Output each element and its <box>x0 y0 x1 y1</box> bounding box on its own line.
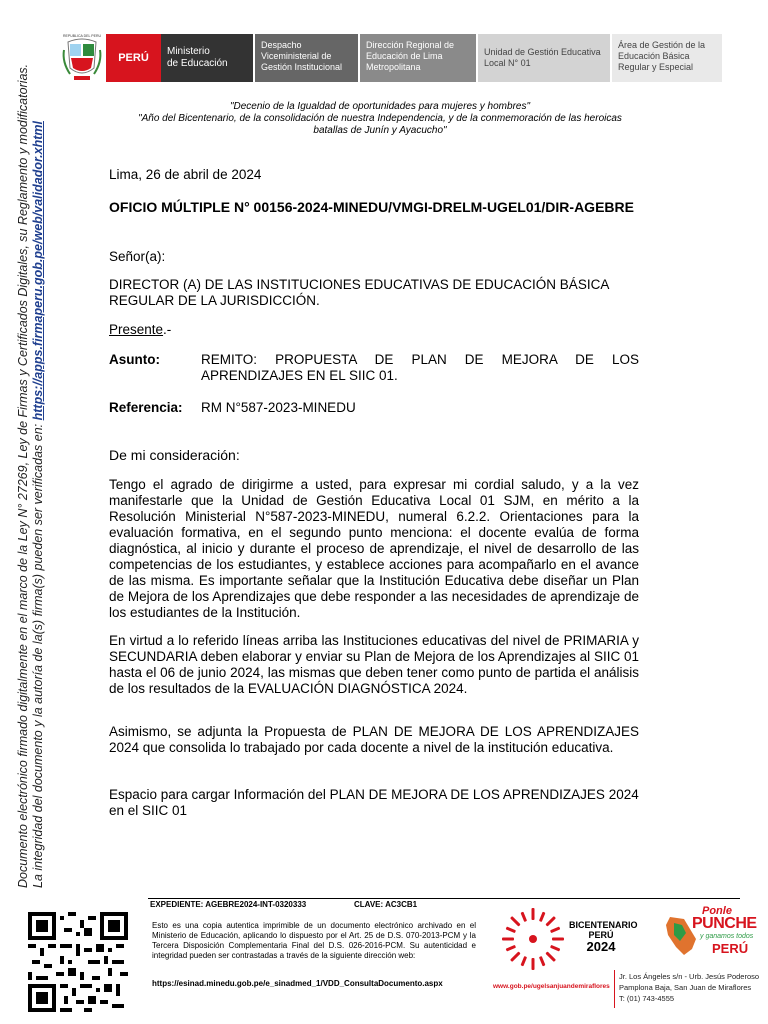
letter-title: OFICIO MÚLTIPLE N° 00156-2024-MINEDU/VMGI-DRELM-UGEL01/DIR-AGEBRE <box>109 199 634 215</box>
letter-date: Lima, 26 de abril de 2024 <box>109 167 262 182</box>
paragraph-4: Espacio para cargar Información del PLAN DE MEJORA DE LOS APRENDIZAJES 2024 en el SIIC 01 <box>109 787 639 818</box>
ugel-label: Unidad de Gestión Educativa Local N° 01 <box>478 34 610 82</box>
greeting: De mi consideración: <box>109 447 240 463</box>
ugel-website[interactable]: www.gob.pe/ugelsanjuandemiraflores <box>493 983 610 990</box>
bicentenario-line-1: BICENTENARIO <box>569 920 638 930</box>
referencia-text: RM N°587-2023-MINEDU <box>201 400 356 415</box>
punche-text: PUNCHE <box>692 915 757 932</box>
motto <box>100 101 660 137</box>
bicentenario-text <box>569 920 638 954</box>
authenticity-note: Esto es una copia autentica imprimible de un documento electrónico archivado en el Ministerio de Educación, aplicando lo dispuesto por el Art. 25 de D.S. 070-2013-PCM y la Tercera Disposición Complementaria Final del D.S. 026-2016-PCM. Su autenticidad e integridad pueden ser contrastadas a través de la siguiente dirección web: <box>152 921 476 960</box>
referencia-label: Referencia: <box>109 400 183 415</box>
ministry-label: Ministerio de Educación <box>161 34 253 82</box>
signature-notice-line-1: Documento electrónico firmado digitalmente en el marco de la Ley N° 27269, Ley de Firmas y Certificados Digitales, su Reglamento y modificatorias. <box>16 63 30 888</box>
asunto-text: REMITO: PROPUESTA DE PLAN DE MEJORA DE LOS APRENDIZAJES EN EL SIIC 01. <box>201 352 639 383</box>
regional-direction-label: Dirección Regional de Educación de Lima Metropolitana <box>360 34 476 82</box>
address-block <box>619 971 759 1004</box>
peru-badge: PERÚ <box>106 34 161 82</box>
paragraph-1: Tengo el agrado de dirigirme a usted, para expresar mi cordial saludo, y a la vez manifestarle que la Unidad de Gestión Educativa Local 01 SJM, en mérito a la Resolución Ministerial N°587-2023-MINEDU, numeral 6.2.2. Orientaciones para la evaluación formativa, en el segundo punto menciona: el docente evalúa de forma diagnóstica, al inicio y durante el proceso de aprendizaje, el nivel de desarrollo de las competencias de los estudiantes, y establece acciones para acompañarlo en el avance de las misma. Es importante señalar que la Institución Educativa debe diseñar un Plan de Mejora de los Aprendizajes que debe responder a las necesidades de aprendizaje de los estudiantes de la Institución. <box>109 477 639 620</box>
salutation: Señor(a): <box>109 249 166 264</box>
ganamos-text: y ganamos todos <box>700 933 754 940</box>
area-label: Área de Gestión de la Educación Básica Regular y Especial <box>612 34 722 82</box>
presente-suffix: .- <box>163 322 172 337</box>
address-divider <box>614 970 615 1008</box>
verification-qr-code <box>28 912 128 1012</box>
bicentenario-sun-logo <box>498 904 568 974</box>
motto-line-1: "Decenio de la Igualdad de oportunidades para mujeres y hombres" <box>229 101 531 112</box>
address-line-2: Pamplona Baja, San Juan de Miraflores <box>619 983 752 992</box>
expediente: EXPEDIENTE: AGEBRE2024-INT-0320333 <box>150 900 307 909</box>
paragraph-3: Asimismo, se adjunta la Propuesta de PLAN DE MEJORA DE LOS APRENDIZAJES 2024 que consolida lo trabajado por cada docente a nivel de la institución educativa. <box>109 724 639 755</box>
motto-line-2: "Año del Bicentenario, de la consolidación de nuestra Independencia, y de la conmemoración de las heroicas batallas de Junín y Ayacucho" <box>138 113 622 136</box>
paragraph-2: En virtud a lo referido líneas arriba las Instituciones educativas del nivel de PRIMARIA y SECUNDARIA deben elaborar y enviar su Plan de Mejora de los Aprendizajes al SIIC 01 hasta el 06 de junio 2024, las mismas que deben tener como punto de partida el análisis de los resultados de la EVALUACIÓN DIAGNÓSTICA 2024. <box>109 633 639 696</box>
shield-caption: REPUBLICA DEL PERU <box>63 34 101 38</box>
ponle-text: Ponle <box>702 905 732 917</box>
signature-notice-line-2 <box>31 88 46 888</box>
asunto-label: Asunto: <box>109 352 160 367</box>
presente <box>109 322 639 338</box>
verification-url[interactable]: https://esinad.minedu.gob.pe/e_sinadmed_1/VDD_ConsultaDocumento.aspx <box>152 979 443 988</box>
clave: CLAVE: AC3CB1 <box>354 900 418 909</box>
digital-signature-notice <box>16 63 46 888</box>
presente-word: Presente <box>109 322 164 337</box>
peru-coat-of-arms-logo <box>60 32 104 82</box>
footer-divider <box>148 898 740 899</box>
bicentenario-line-2: PERÚ <box>588 930 614 940</box>
viceministry-label: Despacho Viceministerial de Gestión Institucional <box>255 34 358 82</box>
validator-link[interactable]: https://apps.firmaperu.gob.pe/web/validador.xhtml <box>31 121 45 421</box>
ponle-punche-logo <box>664 905 768 965</box>
peru-text: PERÚ <box>712 941 749 956</box>
address-line-1: Jr. Los Ángeles s/n - Urb. Jesús Poderoso <box>619 972 760 981</box>
bicentenario-year: 2024 <box>586 939 616 954</box>
phone: T: (01) 743-4555 <box>619 994 675 1003</box>
signature-notice-text: La integridad del documento y la autoría de la(s) firma(s) pueden ser verificadas en: <box>31 420 45 888</box>
recipient: DIRECTOR (A) DE LAS INSTITUCIONES EDUCATIVAS DE EDUCACIÓN BÁSICA REGULAR DE LA JURISDICCIÓN. <box>109 277 609 308</box>
